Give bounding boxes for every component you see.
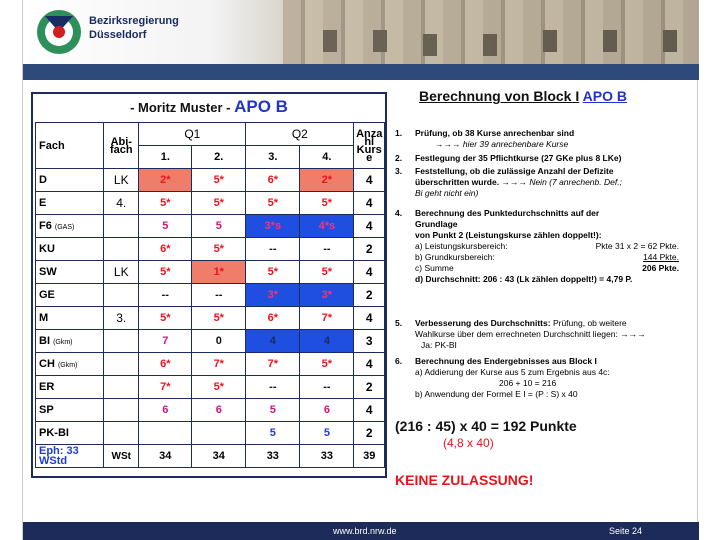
table-row: BI (Gkm) 7 0 4 4 3 [36,330,385,353]
table-row: SW LK 5* 1* 5* 5* 4 [36,261,385,284]
result-formula-detail: (4,8 x 40) [443,436,494,450]
header-bar [23,64,699,80]
col-q2: Q2 [246,123,354,146]
slide [22,0,698,540]
result-verdict: KEINE ZULASSUNG! [395,472,534,488]
table-row: E 4. 5* 5* 5* 5* 4 [36,192,385,215]
col-fach: Fach [36,123,104,169]
table-row: ER 7* 5* -- -- 2 [36,376,385,399]
org-name: Bezirksregierung Düsseldorf [89,15,179,41]
table-row: PK-BI 5 5 2 [36,422,385,445]
col-anzahl: Anza hl Kurs e [354,123,385,169]
table-row: F6 (GAS) 5 5 3*s 4*s 4 [36,215,385,238]
col-abifach: Abi-fach [104,123,139,169]
calculation-title: Berechnung von Block I APO B [419,88,627,104]
grade-table-panel [31,92,387,478]
header-banner [23,0,699,64]
page-number: Seite 24 [609,526,643,536]
sem-4: 4. [300,146,354,169]
result-formula: (216 : 45) x 40 = 192 Punkte [395,418,577,434]
footer-url[interactable]: www.brd.nrw.de [333,526,397,536]
table-row: KU 6* 5* -- -- 2 [36,238,385,261]
table-row: D LK 2* 5* 6* 2* 4 [36,169,385,192]
col-q1: Q1 [139,123,246,146]
footer-bar [23,522,699,540]
building-photo [283,0,699,64]
bezirksregierung-logo-icon [33,6,85,58]
calculation-text: Berechnung von Block I APO B 1. Prüfung, ob 38 Kurse anrechenbar sind →→→ hier 39 anrechenbare Kurse 2. Festlegung der 35 Pflichtkurse (27 GKe plus 8 LKe) 3. Feststellung, ob die zulässige Anzahl der Defizite überschritten wurde. →→→ Nein (7 anrechenb. Def.; Bi geht nicht ein) 4. Berechnung des Punktedurchschnitts auf der Grundlage von Punkt 2 (Leistungskurse zählen doppelt!): a) Leistungskursbereich: Pkte 31 x 2 = 62 Pkte. b) Grundkursbereich: 144 Pkte. c) Summe 206 Pkte. d) Durchschnitt: 206 : 43 (Lk zählen doppelt!) = 4,79 P. 5. Verbesserung des Durchschnitts: Prüfung, ob weitere Wahlkurse über dem errechneten Durchschnitt liegen: →→→ Ja: PK-BI 6. Berechnung des Endergebnisses aus Block I a) Addierung der Kurse aus 5 zum Ergebnis aus 4c: 206 + 10 = 216 b) Anwendung der Formel E I = (P : S) x 40 (216 : 45) x 40 = 192 Punkte (4,8 x 40) KEINE ZULASSUNG! [395,88,691,104]
sem-2: 2. [192,146,246,169]
table-row: M 3. 5* 5* 6* 7* 4 [36,307,385,330]
table-header-row [36,123,385,146]
sem-1: 1. [139,146,192,169]
sum-row: Eph: 33 WStd WSt 34 34 33 33 39 [36,445,385,468]
sem-3: 3. [246,146,300,169]
table-title: - Moritz Muster - APO B [130,97,288,116]
grade-table [35,122,385,468]
table-row: GE -- -- 3* 3* 2 [36,284,385,307]
table-row: CH (Gkm) 6* 7* 7* 5* 4 [36,353,385,376]
table-row: SP 6 6 5 6 4 [36,399,385,422]
